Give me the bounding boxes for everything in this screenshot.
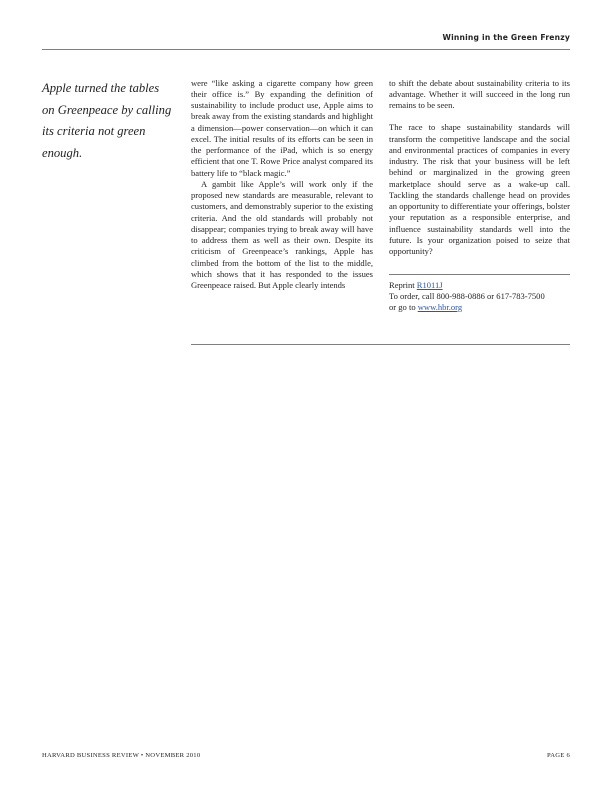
page-number: PAGE 6 — [546, 752, 570, 759]
body-paragraph: A gambit like Apple’s will work only if the proposed new standards are measurable, relevant to customers, and demonstrably superior to the existing criteria. And the old standards will probably not disappear; companies trying to break away will have to address them as well as their own. Despite its criticism of Greenpeace’s rankings, Apple has climbed from the bottom of the list to the middle, which shows that it has responded to the issues Greenpeace raised. But Apple clearly intends — [191, 178, 373, 290]
body-paragraph: The race to shape sustainability standards will transform the competitive landscape and the social and environmental practices of companies in every industry. The risk that your business will be left behind or marginalized in the growing green marketplace should serve as a wake-up call. Tackling the standards challenge head on provides an opportunity to differentiate your offerings, bolster your reputation as a responsible enterprise, and influence sustainability standards well into the future. Is your organization poised to seize that opportunity? — [389, 122, 570, 256]
order-web-line — [389, 302, 570, 313]
article-end-divider — [191, 344, 570, 345]
reprint-box — [389, 280, 570, 314]
order-phone-line: To order, call 800-988-0886 or 617-783-7500 — [389, 290, 545, 301]
hbr-website-link[interactable]: www.hbr.org — [417, 302, 463, 312]
body-paragraph: were “like asking a cigarette company how green their office is.” By expanding the definition of sustainability to include product use, Apple aims to break away from the existing standards and highlight a dimension—power conservation—on which it can excel. The initial results of its efforts can be seen in the performance of the iPad, which is so energy efficient that one T. Rowe Price analyst compared its battery life to “black magic.” — [191, 77, 373, 178]
pull-quote: Apple turned the tables on Greenpeace by calling its criteria not green enough. — [42, 81, 172, 160]
header-bar — [42, 31, 570, 50]
body-column-3 — [389, 78, 570, 258]
reprint-label: Reprint — [389, 279, 415, 290]
running-title: Winning in the Green Frenzy — [442, 33, 570, 42]
footer-publication: HARVARD BUSINESS REVIEW • NOVEMBER 2010 — [42, 752, 201, 759]
body-paragraph: to shift the debate about sustainability criteria to its advantage. Whether it will succeed in the long run remains to be seen. — [389, 77, 570, 110]
go-to-text: or go to — [389, 302, 416, 312]
reprint-line — [389, 280, 570, 291]
body-column-2 — [191, 78, 373, 292]
reprint-code-link[interactable]: R1011J — [416, 279, 443, 290]
reprint-divider — [389, 274, 570, 275]
